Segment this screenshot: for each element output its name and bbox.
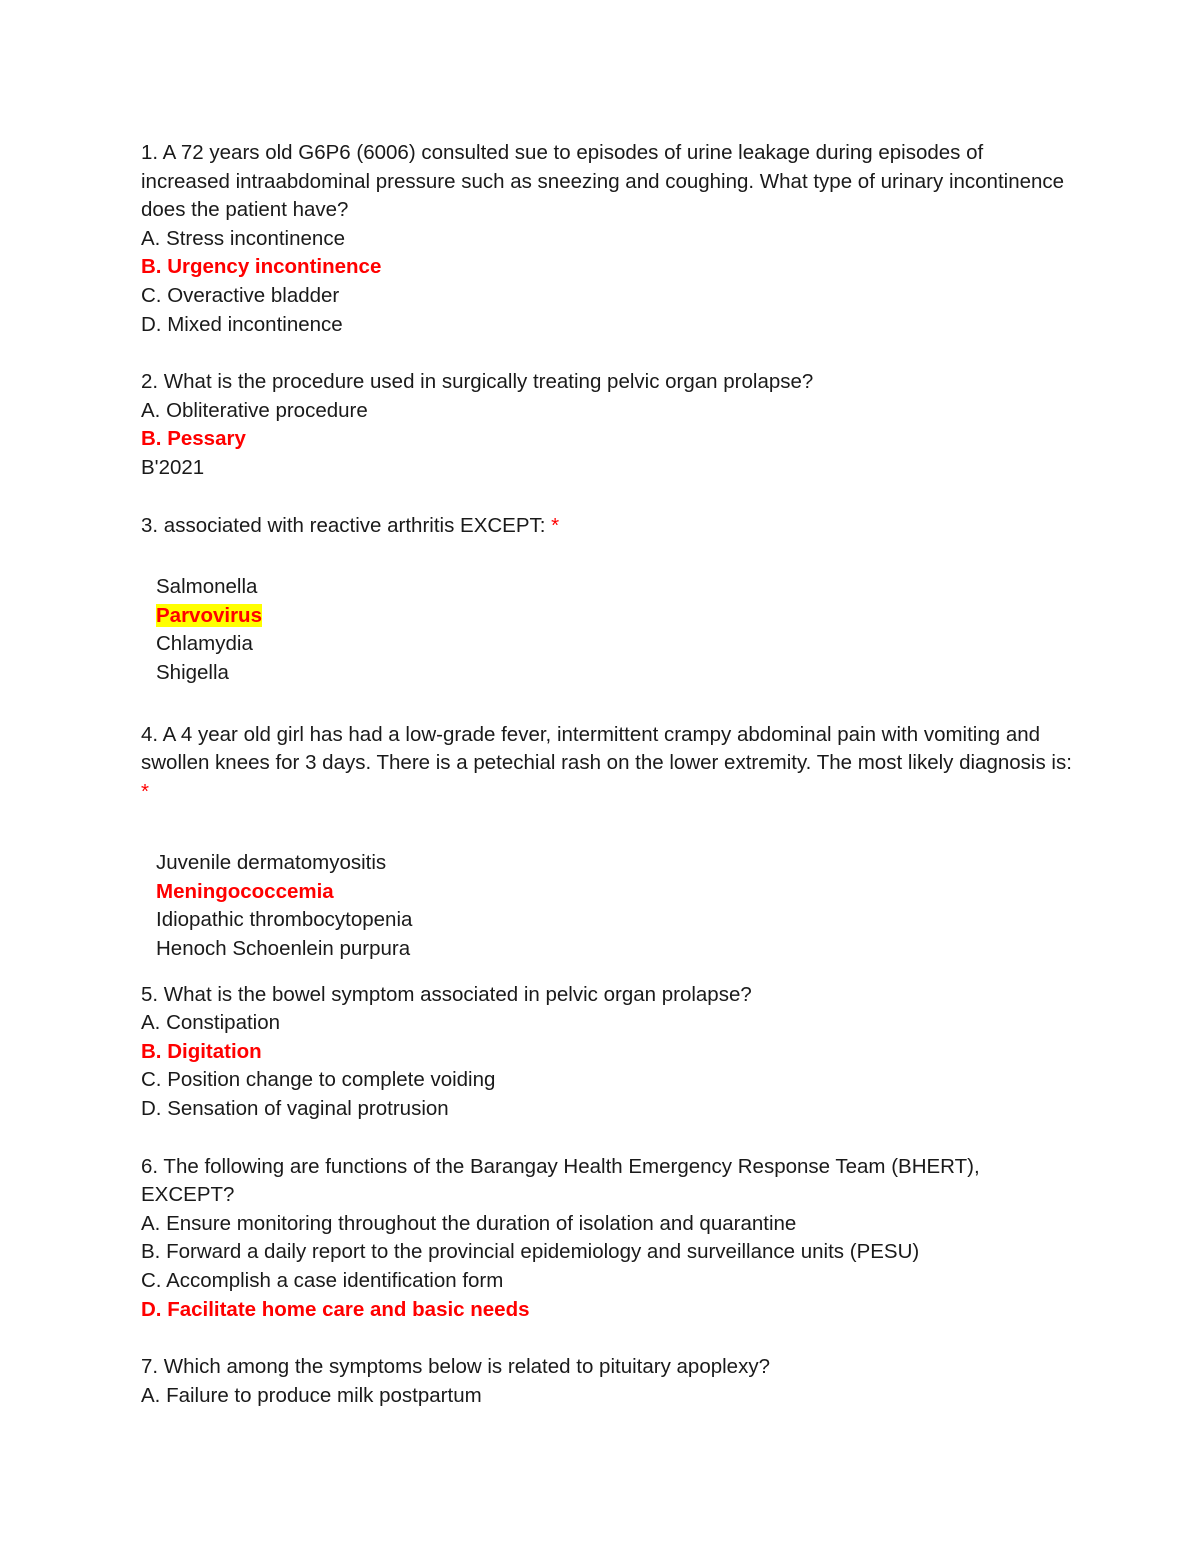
question-3 (141, 512, 1076, 688)
question-4-option-answer: Meningococcemia (156, 879, 334, 903)
document-page (141, 139, 1076, 1410)
question-1-option-d: D. Mixed incontinence (141, 312, 343, 336)
spacer (141, 964, 1076, 981)
question-2-note: B'2021 (141, 455, 205, 479)
question-5 (141, 981, 1076, 1124)
question-3-option-answer (141, 602, 1076, 631)
question-3-prompt: 3. associated with reactive arthritis EXCEPT: (141, 513, 552, 537)
spacer (141, 1324, 1076, 1353)
question-4 (141, 721, 1076, 964)
required-mark: * (551, 513, 560, 537)
question-6 (141, 1153, 1076, 1325)
question-4-text (141, 721, 1076, 807)
question-6-text: 6. The following are functions of the Barangay Health Emergency Response Team (BHERT), EXCEPT? (141, 1154, 980, 1207)
question-1-option-b-answer: B. Urgency incontinence (141, 255, 382, 279)
question-6-option-a: A. Ensure monitoring throughout the duration of isolation and quarantine (141, 1211, 797, 1235)
question-3-option: Chlamydia (156, 632, 253, 656)
question-3-text (141, 512, 1076, 541)
question-5-option-c: C. Position change to complete voiding (141, 1068, 496, 1092)
question-2-option-a: A. Obliterative procedure (141, 398, 368, 422)
spacer (141, 483, 1076, 512)
question-6-option-c: C. Accomplish a case identification form (141, 1269, 504, 1292)
question-5-option-b-answer: B. Digitation (141, 1039, 262, 1063)
question-4-option: Idiopathic thrombocytopenia (156, 908, 413, 932)
answer-highlight: Parvovirus (156, 603, 262, 627)
spacer (141, 1124, 1076, 1153)
question-2-option-b-answer: B. Pessary (141, 427, 246, 451)
spacer (141, 688, 1076, 721)
question-7 (141, 1353, 1076, 1410)
question-7-text: 7. Which among the symptoms below is related to pituitary apoplexy? (141, 1355, 770, 1379)
question-5-text: 5. What is the bowel symptom associated in pelvic organ prolapse? (141, 982, 752, 1006)
question-5-option-a: A. Constipation (141, 1011, 281, 1035)
question-7-option-a: A. Failure to produce milk postpartum (141, 1383, 482, 1407)
question-1-option-a: A. Stress incontinence (141, 226, 345, 250)
question-1-text: 1. A 72 years old G6P6 (6006) consulted sue to episodes of urine leakage during episodes of increased intraabdominal pressure such as sneezing and coughing. What type of urinary incontinence does the patient have? (141, 141, 1065, 222)
question-2 (141, 368, 1076, 482)
question-6-option-d-answer: D. Facilitate home care and basic needs (141, 1297, 530, 1321)
question-6-option-b: B. Forward a daily report to the provincial epidemiology and surveillance units (PESU) (141, 1240, 920, 1264)
spacer (141, 339, 1076, 368)
question-1 (141, 139, 1076, 339)
question-3-option: Salmonella (156, 575, 258, 599)
question-4-prompt: 4. A 4 year old girl has had a low-grade fever, intermittent crampy abdominal pain with vomiting and swollen knees for 3 days. There is a petechial rash on the lower extremity. The most likely diagnosis is: (141, 722, 1072, 775)
spacer (141, 806, 1076, 849)
question-4-option: Henoch Schoenlein purpura (156, 937, 411, 961)
question-5-option-d: D. Sensation of vaginal protrusion (141, 1097, 449, 1121)
question-2-text: 2. What is the procedure used in surgically treating pelvic organ prolapse? (141, 370, 814, 394)
question-1-option-c: C. Overactive bladder (141, 283, 340, 307)
question-3-option: Shigella (156, 660, 229, 684)
required-mark: * (141, 779, 149, 803)
question-4-option: Juvenile dermatomyositis (156, 851, 387, 875)
spacer (141, 540, 1076, 573)
